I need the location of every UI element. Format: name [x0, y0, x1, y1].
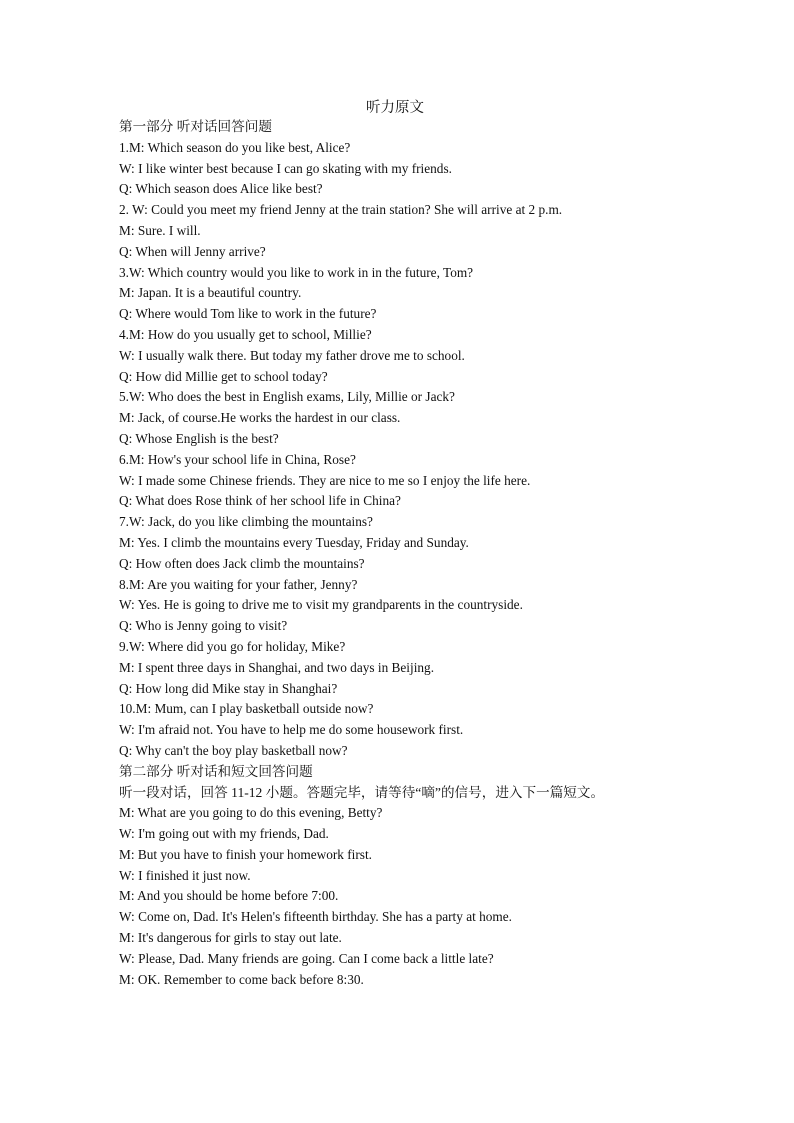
- transcript-line: M: Yes. I climb the mountains every Tuesday, Friday and Sunday.: [119, 534, 469, 550]
- section-heading: 听一段对话，回答 11-12 小题。答题完毕，请等待“嘀”的信号，进入下一篇短文。: [119, 784, 605, 800]
- transcript-line: W: I made some Chinese friends. They are nice to me so I enjoy the life here.: [119, 472, 531, 488]
- transcript-line: Q: When will Jenny arrive?: [119, 243, 266, 259]
- document-title: [0, 98, 794, 118]
- transcript-line: M: And you should be home before 7:00.: [119, 888, 339, 904]
- transcript-line: 10.M: Mum, can I play basketball outside now?: [119, 701, 374, 717]
- transcript-line: 4.M: How do you usually get to school, Millie?: [119, 326, 372, 342]
- section-heading: 第二部分 听对话和短文回答问题: [119, 763, 313, 779]
- transcript-line: M: It's dangerous for girls to stay out late.: [119, 930, 342, 946]
- transcript-line: Q: How did Millie get to school today?: [119, 368, 328, 384]
- document-title-text: 听力原文: [366, 100, 424, 116]
- transcript-line: 2. W: Could you meet my friend Jenny at the train station? She will arrive at 2 p.m.: [119, 202, 563, 218]
- transcript-line: Q: How often does Jack climb the mountains?: [119, 555, 365, 571]
- transcript-line: W: Yes. He is going to drive me to visit my grandparents in the countryside.: [119, 597, 523, 613]
- transcript-line: Q: Why can't the boy play basketball now?: [119, 742, 348, 758]
- transcript-line: 6.M: How's your school life in China, Rose?: [119, 451, 356, 467]
- transcript-line: M: I spent three days in Shanghai, and two days in Beijing.: [119, 659, 435, 675]
- transcript-line: 1.M: Which season do you like best, Alice?: [119, 139, 351, 155]
- transcript-line: M: But you have to finish your homework first.: [119, 846, 372, 862]
- transcript-line: W: I'm going out with my friends, Dad.: [119, 826, 329, 842]
- transcript-line: Q: Which season does Alice like best?: [119, 181, 323, 197]
- transcript-line: M: Sure. I will.: [119, 222, 201, 238]
- transcript-line: Q: How long did Mike stay in Shanghai?: [119, 680, 338, 696]
- transcript-line: Q: What does Rose think of her school life in China?: [119, 493, 401, 509]
- transcript-line: Q: Where would Tom like to work in the future?: [119, 306, 377, 322]
- transcript-line: M: What are you going to do this evening, Betty?: [119, 805, 383, 821]
- transcript-line: W: I'm afraid not. You have to help me do some housework first.: [119, 722, 464, 738]
- transcript-body: [119, 117, 739, 990]
- transcript-line: 7.W: Jack, do you like climbing the mountains?: [119, 514, 373, 530]
- transcript-line: M: OK. Remember to come back before 8:30.: [119, 971, 364, 987]
- section-heading: 第一部分 听对话回答问题: [119, 119, 272, 134]
- transcript-line: 5.W: Who does the best in English exams, Lily, Millie or Jack?: [119, 389, 455, 405]
- transcript-line: M: Japan. It is a beautiful country.: [119, 285, 302, 301]
- transcript-line: 8.M: Are you waiting for your father, Jenny?: [119, 576, 358, 592]
- transcript-line: W: I usually walk there. But today my father drove me to school.: [119, 347, 465, 363]
- transcript-line: W: I finished it just now.: [119, 867, 251, 883]
- transcript-line: W: Please, Dad. Many friends are going. Can I come back a little late?: [119, 950, 494, 966]
- transcript-line: W: Come on, Dad. It's Helen's fifteenth birthday. She has a party at home.: [119, 909, 513, 925]
- transcript-line: 3.W: Which country would you like to work in in the future, Tom?: [119, 264, 474, 280]
- transcript-line: Q: Whose English is the best?: [119, 430, 279, 446]
- transcript-line: M: Jack, of course.He works the hardest in our class.: [119, 410, 401, 426]
- transcript-line: 9.W: Where did you go for holiday, Mike?: [119, 638, 346, 654]
- transcript-line: W: I like winter best because I can go skating with my friends.: [119, 160, 452, 176]
- transcript-line: Q: Who is Jenny going to visit?: [119, 618, 288, 634]
